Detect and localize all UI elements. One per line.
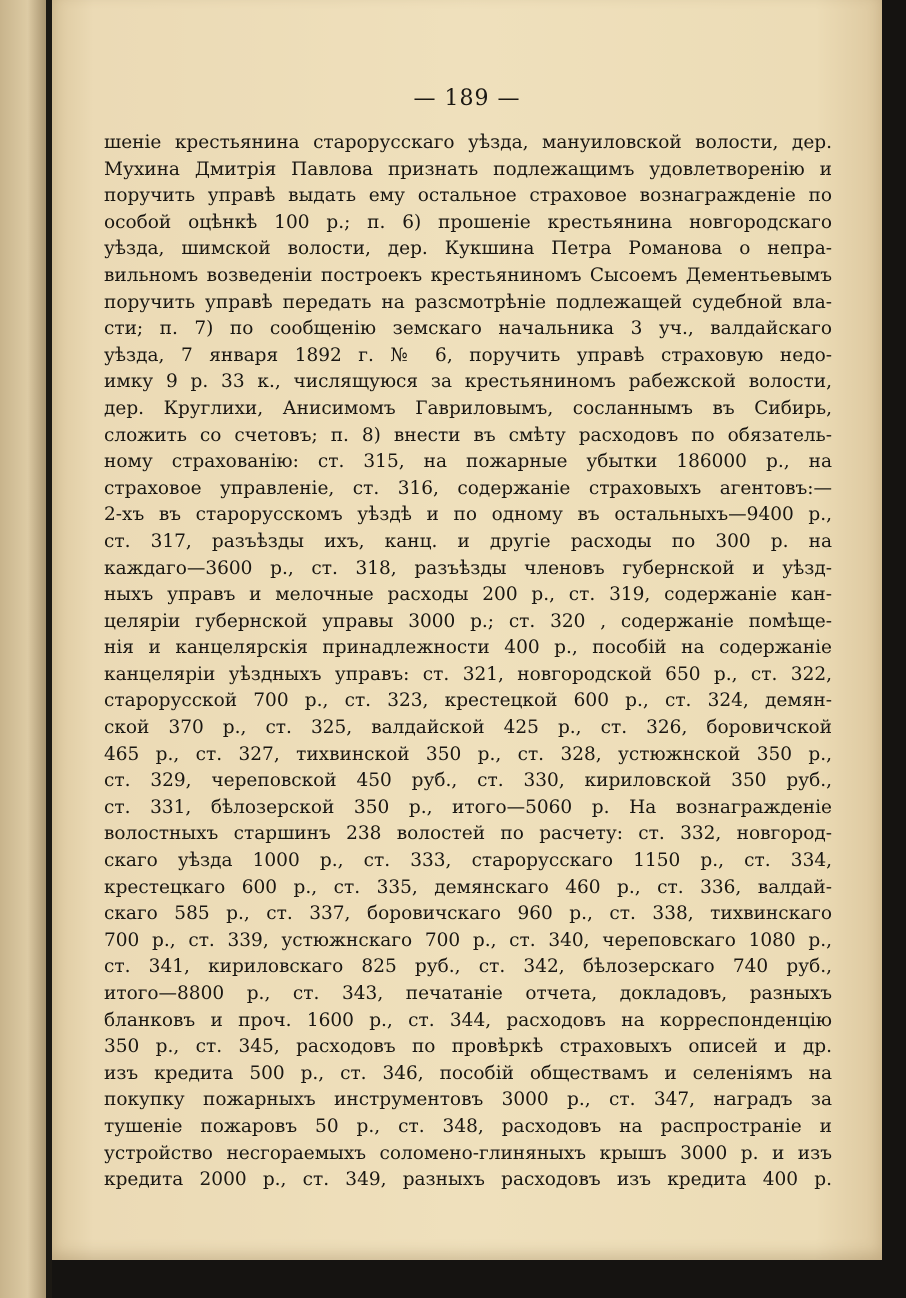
text-line: каждаго—3600 р., ст. 318, разъѣзды членовъ губернской и уѣзд- [104, 557, 832, 579]
text-line: 350 р., ст. 345, расходовъ по провѣркѣ страховыхъ описей и др. [104, 1036, 832, 1058]
text-line: уѣзда, шимской волости, дер. Кукшина Петра Романова о непра- [104, 238, 832, 260]
text-line: ст. 329, череповской 450 руб., ст. 330, кириловской 350 руб., [104, 770, 832, 792]
text-line: ныхъ управъ и мелочные расходы 200 р., ст. 319, содержаніе кан- [104, 584, 832, 606]
text-line: уѣзда, 7 января 1892 г. № 6, поручить управѣ страховую недо- [104, 344, 832, 366]
text-line: имку 9 р. 33 к., числящуюся за крестьяниномъ рабежской волости, [104, 371, 832, 393]
text-line: сложить со счетовъ; п. 8) внести въ смѣту расходовъ по обязатель- [104, 424, 832, 446]
text-line: дер. Круглихи, Анисимомъ Гавриловымъ, сосланнымъ въ Сибирь, [104, 397, 832, 419]
text-line: шеніе крестьянина старорусскаго уѣзда, мануиловской волости, дер. [104, 132, 832, 153]
text-line: нія и канцелярскія принадлежности 400 р., пособій на содержаніе [104, 637, 832, 659]
text-line: 700 р., ст. 339, устюжнскаго 700 р., ст. 340, череповскаго 1080 р., [104, 929, 832, 951]
text-line: 465 р., ст. 327, тихвинской 350 р., ст. 328, устюжнской 350 р., [104, 743, 832, 765]
text-line: особой оцѣнкѣ 100 р.; п. 6) прошеніе крестьянина новгородскаго [104, 211, 832, 233]
text-line: крестецкаго 600 р., ст. 335, демянскаго 460 р., ст. 336, валдай- [104, 876, 832, 898]
text-line: канцеляріи уѣздныхъ управъ: ст. 321, новгородской 650 р., ст. 322, [104, 663, 832, 685]
page-text [104, 130, 832, 1194]
text-line: ст. 317, разъѣзды ихъ, канц. и другіе расходы по 300 р. на [104, 530, 832, 552]
text-line: поручить управѣ выдать ему остальное страховое вознагражденіе по [104, 185, 832, 207]
text-line: поручить управѣ передать на разсмотрѣніе подлежащей судебной вла- [104, 291, 832, 313]
left-page-edge [0, 0, 46, 1298]
text-line: тушеніе пожаровъ 50 р., ст. 348, расходовъ на распространіе и [104, 1115, 832, 1137]
text-line: бланковъ и проч. 1600 р., ст. 344, расходовъ на корреспонденцію [104, 1009, 832, 1031]
text-line: страховое управленіе, ст. 316, содержаніе страховыхъ агентовъ:— [104, 477, 832, 499]
text-line: устройство несгораемыхъ соломено-глиняныхъ крышъ 3000 р. и изъ [104, 1142, 832, 1164]
text-line: ст. 331, бѣлозерской 350 р., итого—5060 р. На вознагражденіе [104, 796, 832, 818]
text-line: покупку пожарныхъ инструментовъ 3000 р., ст. 347, наградъ за [104, 1089, 832, 1111]
text-line: ному страхованію: ст. 315, на пожарные убытки 186000 р., на [104, 451, 832, 473]
text-line: старорусской 700 р., ст. 323, крестецкой 600 р., ст. 324, демян- [104, 690, 832, 712]
book-page [52, 0, 882, 1260]
text-line: вильномъ возведеніи построекъ крестьяниномъ Сысоемъ Дементьевымъ [104, 264, 832, 286]
text-line: 2-хъ въ старорусскомъ уѣздѣ и по одному въ остальныхъ—9400 р., [104, 504, 832, 526]
text-line: итого—8800 р., ст. 343, печатаніе отчета, докладовъ, разныхъ [104, 983, 832, 1004]
text-line: сти; п. 7) по сообщенію земскаго начальника 3 уч., валдайскаго [104, 318, 832, 340]
page-number: — 189 — [413, 86, 521, 111]
text-line: ст. 341, кириловскаго 825 руб., ст. 342, бѣлозерскаго 740 руб., [104, 956, 832, 978]
text-line: скаго 585 р., ст. 337, боровичскаго 960 р., ст. 338, тихвинскаго [104, 903, 832, 925]
text-line: изъ кредита 500 р., ст. 346, пособій обществамъ и селеніямъ на [104, 1062, 832, 1084]
text-line: ской 370 р., ст. 325, валдайской 425 р., ст. 326, боровичской [104, 717, 832, 739]
text-line: кредита 2000 р., ст. 349, разныхъ расходовъ изъ кредита 400 р. [104, 1169, 832, 1191]
text-line: целяріи губернской управы 3000 р.; ст. 320 , содержаніе помѣще- [104, 610, 832, 632]
text-line: скаго уѣзда 1000 р., ст. 333, старорусскаго 1150 р., ст. 334, [104, 850, 832, 872]
text-line: волостныхъ старшинъ 238 волостей по расчету: ст. 332, новгород- [104, 823, 832, 845]
text-line: Мухина Дмитрія Павлова признать подлежащимъ удовлетворенію и [104, 158, 832, 180]
